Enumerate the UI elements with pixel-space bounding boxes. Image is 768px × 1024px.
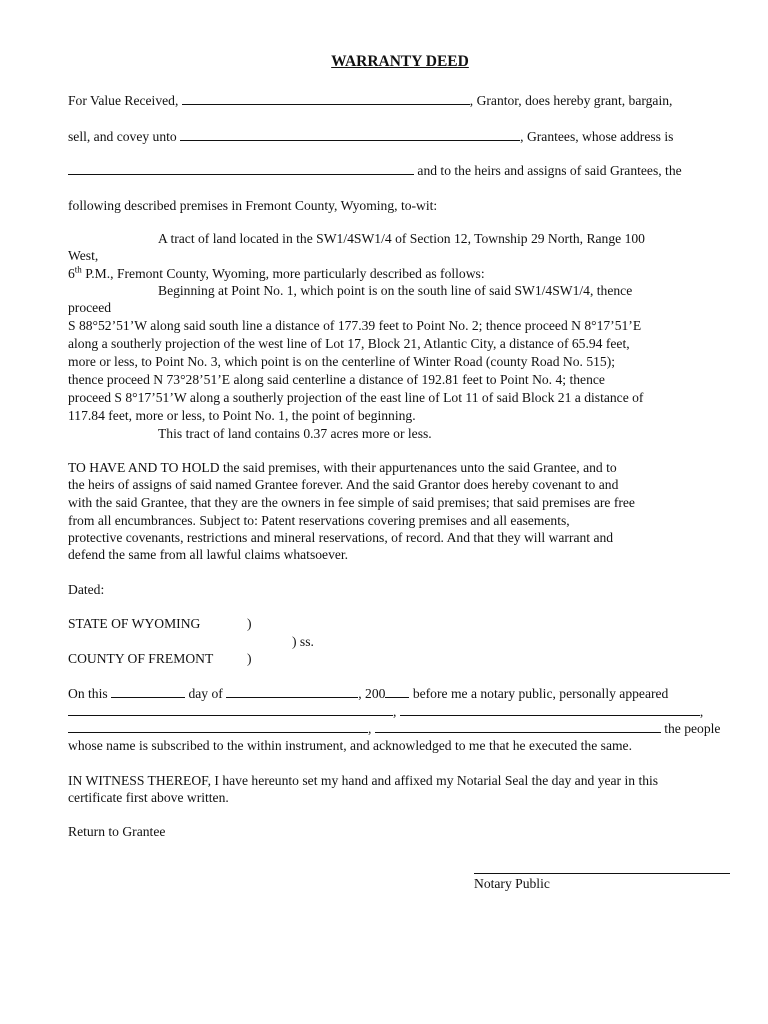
day-blank[interactable] <box>111 685 185 698</box>
intro-line-3: and to the heirs and assigns of said Grantees, the <box>68 162 682 179</box>
county-label: COUNTY OF FREMONT <box>68 651 214 666</box>
habendum-line: with the said Grantee, that they are the owners in fee simple of said premises; that said premises are free <box>68 495 635 510</box>
legal-line: Beginning at Point No. 1, which point is on the south line of said SW1/4SW1/4, thence <box>158 283 633 298</box>
legal-line: West, <box>68 248 99 263</box>
legal-line: S 88°52’51’W along said south line a distance of 177.39 feet to Point No. 2; thence proceed N 8°17’51’E <box>68 318 642 333</box>
ack-line-1: On this day of , 200 before me a notary public, personally appeared <box>68 686 669 701</box>
dated-label: Dated: <box>68 582 105 597</box>
notary-signature-line[interactable] <box>474 873 730 874</box>
intro-line-1: For Value Received, , Grantor, does hereby grant, bargain, <box>68 93 673 108</box>
habendum-line: the heirs of assigns of said named Grantee forever. And the said Grantor does hereby covenant to and <box>68 477 619 492</box>
person-name-blank-1[interactable] <box>68 703 393 716</box>
legal-line: thence proceed N 73°28’51’E along said centerline a distance of 192.81 feet to Point No. 4; thence <box>68 372 605 387</box>
habendum-line: defend the same from all lawful claims whatsoever. <box>68 547 349 562</box>
witness-line: certificate first above written. <box>68 790 229 805</box>
return-to-label: Return to Grantee <box>68 824 166 839</box>
person-name-blank-4[interactable] <box>375 720 661 733</box>
legal-line: more or less, to Point No. 3, which point is on the centerline of Winter Road (county Road No. 515); <box>68 354 616 369</box>
year-blank[interactable] <box>385 685 409 698</box>
ss-label: ) ss. <box>292 634 314 649</box>
grantee-address-blank[interactable] <box>68 162 414 175</box>
state-label: STATE OF WYOMING <box>68 616 201 631</box>
intro-line-2: sell, and covey unto , Grantees, whose address is <box>68 129 674 144</box>
month-blank[interactable] <box>226 685 358 698</box>
document-title: WARRANTY DEED <box>331 53 469 70</box>
ack-line-2: , , <box>68 703 703 720</box>
legal-line: 117.84 feet, more or less, to Point No. 1, the point of beginning. <box>68 408 416 423</box>
intro-line-4: following described premises in Fremont County, Wyoming, to-wit: <box>68 198 438 213</box>
grantees-blank[interactable] <box>180 128 520 141</box>
legal-line: A tract of land located in the SW1/4SW1/4 of Section 12, Township 29 North, Range 100 <box>158 231 645 246</box>
ack-line-4: whose name is subscribed to the within instrument, and acknowledged to me that he executed the same. <box>68 738 632 753</box>
venue-paren: ) <box>247 616 252 631</box>
witness-line: IN WITNESS THEREOF, I have hereunto set my hand and affixed my Notarial Seal the day and year in this <box>68 773 659 788</box>
legal-line: along a southerly projection of the west line of Lot 17, Block 21, Atlantic City, a distance of 65.94 feet, <box>68 336 630 351</box>
legal-line: 6th P.M., Fremont County, Wyoming, more particularly described as follows: <box>68 264 485 281</box>
habendum-line: from all encumbrances. Subject to: Patent reservations covering premises and all easements, <box>68 513 570 528</box>
ack-line-3: , the people <box>68 720 720 737</box>
grantor-blank[interactable] <box>182 92 470 105</box>
venue-paren: ) <box>247 651 252 666</box>
person-name-blank-2[interactable] <box>400 703 700 716</box>
notary-label: Notary Public <box>474 876 550 891</box>
habendum-line: protective covenants, restrictions and mineral reservations, of record. And that they will warrant and <box>68 530 614 545</box>
habendum-line: TO HAVE AND TO HOLD the said premises, with their appurtenances unto the said Grantee, and to <box>68 460 617 475</box>
legal-line: This tract of land contains 0.37 acres more or less. <box>158 426 432 441</box>
person-name-blank-3[interactable] <box>68 720 368 733</box>
legal-line: proceed S 8°17’51’W along a southerly projection of the east line of Lot 11 of said Block 21 a distance of <box>68 390 644 405</box>
legal-line: proceed <box>68 300 112 315</box>
